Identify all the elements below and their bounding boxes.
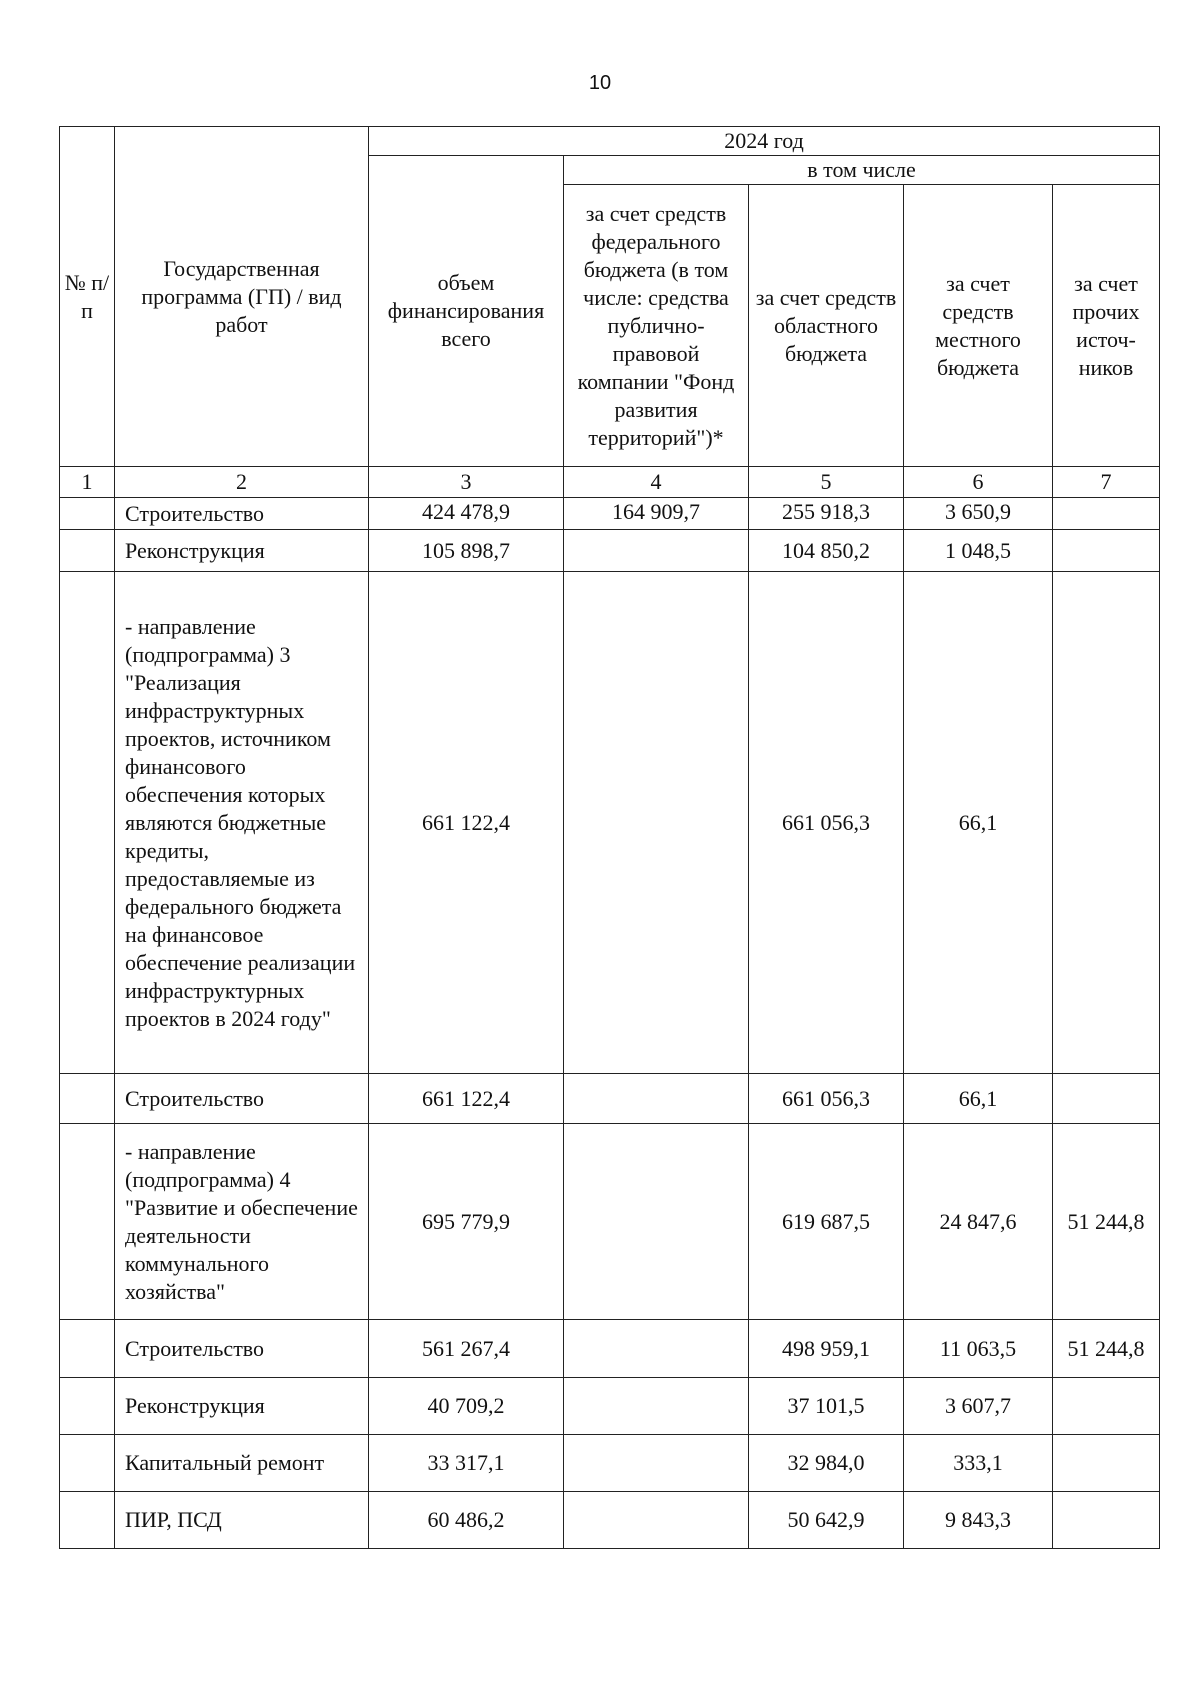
row-num (60, 530, 115, 572)
row-num (60, 498, 115, 530)
row-other: 51 244,8 (1053, 1124, 1160, 1320)
row-other (1053, 498, 1160, 530)
row-federal (564, 1320, 749, 1378)
row-regional: 661 056,3 (749, 572, 904, 1074)
row-num (60, 572, 115, 1074)
row-regional: 104 850,2 (749, 530, 904, 572)
row-local: 24 847,6 (904, 1124, 1053, 1320)
row-federal (564, 1435, 749, 1492)
row-name: - направление (подпрограмма) 3 "Реализация инфраструктурных проектов, источником финансового обеспечения которых являются бюджетные кредиты, предоставляемые из федерального бюджета на финансовое обеспечение реализации инфраструктурных проектов в 2024 году" (115, 572, 369, 1074)
row-local: 66,1 (904, 572, 1053, 1074)
row-name: - направление (подпрограмма) 4 "Развитие и обеспечение деятельности коммунального хозяйства" (115, 1124, 369, 1320)
row-total: 424 478,9 (369, 498, 564, 530)
header-including: в том числе (564, 156, 1160, 185)
page-number: 10 (588, 72, 612, 94)
row-name: Строительство (115, 1320, 369, 1378)
row-num (60, 1074, 115, 1124)
row-num (60, 1378, 115, 1435)
row-num (60, 1320, 115, 1378)
table-row (60, 1435, 1160, 1492)
header-program: Государственная программа (ГП) / вид работ (115, 127, 369, 467)
table-row (60, 1074, 1160, 1124)
row-regional: 661 056,3 (749, 1074, 904, 1124)
row-name: Реконструкция (115, 1378, 369, 1435)
row-other (1053, 1492, 1160, 1549)
column-number: 3 (369, 467, 564, 498)
row-regional: 619 687,5 (749, 1124, 904, 1320)
column-number: 7 (1053, 467, 1160, 498)
row-other (1053, 1435, 1160, 1492)
row-other (1053, 1378, 1160, 1435)
row-regional: 50 642,9 (749, 1492, 904, 1549)
header-federal: за счет средств федерального бюджета (в том числе: средства публично-правовой компании "Фонд развития территорий")* (564, 185, 749, 467)
header-row-year (60, 127, 1160, 156)
row-regional: 498 959,1 (749, 1320, 904, 1378)
header-total: объем финансирования всего (369, 156, 564, 467)
row-federal (564, 572, 749, 1074)
row-federal (564, 1378, 749, 1435)
row-federal (564, 530, 749, 572)
row-num (60, 1435, 115, 1492)
row-name: Капитальный ремонт (115, 1435, 369, 1492)
row-federal (564, 1492, 749, 1549)
row-local: 333,1 (904, 1435, 1053, 1492)
table-row (60, 572, 1160, 1074)
header-other: за счет прочих источ-ников (1053, 185, 1160, 467)
header-num: № п/п (60, 127, 115, 467)
row-total: 561 267,4 (369, 1320, 564, 1378)
budget-table (59, 126, 1160, 1549)
row-regional: 32 984,0 (749, 1435, 904, 1492)
row-federal: 164 909,7 (564, 498, 749, 530)
row-num (60, 1124, 115, 1320)
table-row (60, 1378, 1160, 1435)
row-local: 1 048,5 (904, 530, 1053, 572)
column-number: 4 (564, 467, 749, 498)
row-regional: 37 101,5 (749, 1378, 904, 1435)
row-other (1053, 572, 1160, 1074)
header-year: 2024 год (369, 127, 1160, 156)
table-row (60, 1124, 1160, 1320)
row-total: 695 779,9 (369, 1124, 564, 1320)
row-federal (564, 1074, 749, 1124)
row-other (1053, 1074, 1160, 1124)
row-other (1053, 530, 1160, 572)
row-local: 66,1 (904, 1074, 1053, 1124)
header-regional: за счет средств областного бюджета (749, 185, 904, 467)
row-federal (564, 1124, 749, 1320)
table-row (60, 498, 1160, 530)
row-name: ПИР, ПСД (115, 1492, 369, 1549)
row-total: 33 317,1 (369, 1435, 564, 1492)
row-name: Строительство (115, 498, 369, 530)
row-num (60, 1492, 115, 1549)
row-local: 11 063,5 (904, 1320, 1053, 1378)
column-number: 1 (60, 467, 115, 498)
row-total: 60 486,2 (369, 1492, 564, 1549)
row-total: 661 122,4 (369, 572, 564, 1074)
row-other: 51 244,8 (1053, 1320, 1160, 1378)
table-row (60, 530, 1160, 572)
column-number: 5 (749, 467, 904, 498)
row-local: 3 650,9 (904, 498, 1053, 530)
row-regional: 255 918,3 (749, 498, 904, 530)
column-number: 6 (904, 467, 1053, 498)
row-total: 661 122,4 (369, 1074, 564, 1124)
table-row (60, 1492, 1160, 1549)
row-total: 40 709,2 (369, 1378, 564, 1435)
row-local: 9 843,3 (904, 1492, 1053, 1549)
column-number: 2 (115, 467, 369, 498)
row-name: Реконструкция (115, 530, 369, 572)
row-total: 105 898,7 (369, 530, 564, 572)
row-local: 3 607,7 (904, 1378, 1053, 1435)
column-numbers-row (60, 467, 1160, 498)
row-name: Строительство (115, 1074, 369, 1124)
header-local: за счет средств местного бюджета (904, 185, 1053, 467)
table-row (60, 1320, 1160, 1378)
